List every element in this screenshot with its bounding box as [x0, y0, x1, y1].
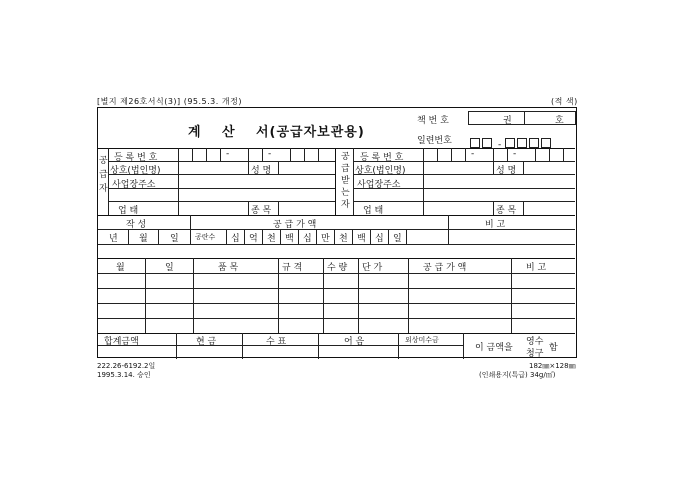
items-col-remark: 비 고 — [526, 263, 547, 273]
summary-col-blanks: 공란수 — [195, 233, 216, 241]
claim-receipt-option: 영수 — [526, 337, 544, 347]
items-col-supply-amount: 공 급 가 액 — [423, 263, 467, 273]
supplier-reg-no-label: 등 록 번 호 — [114, 153, 158, 163]
items-col-qty: 수 량 — [327, 263, 348, 273]
cash-label: 현 금 — [196, 337, 217, 347]
approval-date: 1995.3.14. 승인 — [97, 371, 151, 379]
items-col-day: 일 — [165, 263, 174, 273]
receiver-address-label: 사업장주소 — [357, 180, 401, 190]
receiver-business-label: 업 태 — [363, 206, 384, 216]
book-number-label: 책 번 호 — [417, 116, 449, 126]
paper-size: 182㎜×128㎜ — [529, 362, 576, 370]
book-volume-unit: 권 — [503, 116, 512, 126]
supplier-address-label: 사업장주소 — [112, 180, 156, 190]
form-number-note: [별지 제26호서식(3)] (95.5.3. 개정) — [97, 97, 242, 106]
date-created-header: 작 성 — [126, 220, 147, 230]
summary-remark-header: 비 고 — [485, 220, 506, 230]
total-amount-label: 합계금액 — [104, 337, 139, 347]
promissory-note-label: 어 음 — [344, 337, 365, 347]
receiver-side-label: 공급받는자 — [341, 152, 350, 210]
serial-number-label: 일련번호 — [417, 136, 452, 146]
approval-number: 222.26-6192.2일 — [97, 362, 156, 370]
summary-col-digit: 십 — [231, 234, 240, 244]
summary-col-month: 월 — [139, 234, 148, 244]
supplier-side-label: 공급자 — [99, 156, 108, 194]
supplier-company-label: 상호(법인명) — [110, 166, 161, 176]
receiver-name-label: 성 명 — [496, 166, 517, 176]
supply-amount-header: 공 급 가 액 — [273, 220, 317, 230]
summary-col-digit: 일 — [393, 234, 402, 244]
items-col-spec: 규 격 — [282, 263, 303, 273]
summary-col-digit: 억 — [249, 234, 258, 244]
paper-spec: (인쇄용지(특급) 34g/㎡) — [479, 371, 556, 379]
serial-number-boxes[interactable]: - — [470, 132, 553, 151]
summary-col-digit: 천 — [267, 234, 276, 244]
summary-col-digit: 만 — [321, 234, 330, 244]
supplier-name-label: 성 명 — [251, 166, 272, 176]
claim-suffix: 함 — [549, 343, 558, 353]
supplier-business-label: 업 태 — [118, 206, 139, 216]
receiver-reg-no-label: 등 록 번 호 — [360, 153, 404, 163]
form-title-char-2: 산 — [222, 125, 236, 140]
items-col-item: 품 목 — [218, 263, 239, 273]
summary-col-digit: 천 — [339, 234, 348, 244]
book-issue-unit: 호 — [555, 116, 564, 126]
claim-request-option: 청구 — [526, 349, 544, 359]
summary-col-digit: 백 — [357, 234, 366, 244]
form-title-char-1: 계 — [188, 125, 202, 140]
items-col-unit-price: 단 가 — [362, 263, 383, 273]
summary-col-digit: 십 — [375, 234, 384, 244]
ink-color-note: (적 색) — [551, 97, 578, 106]
summary-col-year: 년 — [109, 234, 118, 244]
summary-col-digit: 백 — [285, 234, 294, 244]
items-col-month: 월 — [116, 263, 125, 273]
form-title-char-3: 서(공급자보관용) — [256, 125, 365, 140]
receiver-item-label: 종 목 — [496, 206, 517, 216]
supplier-item-label: 종 목 — [251, 206, 272, 216]
claim-prefix: 이 금액을 — [475, 343, 513, 353]
summary-col-day: 일 — [170, 234, 179, 244]
invoice-form: 계 산 서(공급자보관용) 책 번 호 권 호 일련번호 - - - - - 공급자 등 록 번 호 상호(법인명) 성 명 사업장주소 업 태 종 목 공급받는자 등 록 번 호 상호(법인명) 성 명 사업장주소 업 태 종 목 작 성 공 급 가 액 비 고 년 월 일 공란수 십 억 천 백 십 만 천 백 십 일 월 일 품 목 규 격 수 량 단 가 공 급 가 액 비 고 합계금액 현 금 수 표 어 음 외상미수금 이 금액을 영수 청구 함 — [97, 107, 577, 358]
accounts-receivable-label: 외상미수금 — [405, 336, 439, 344]
check-label: 수 표 — [266, 337, 287, 347]
receiver-company-label: 상호(법인명) — [355, 166, 406, 176]
summary-col-digit: 십 — [303, 234, 312, 244]
